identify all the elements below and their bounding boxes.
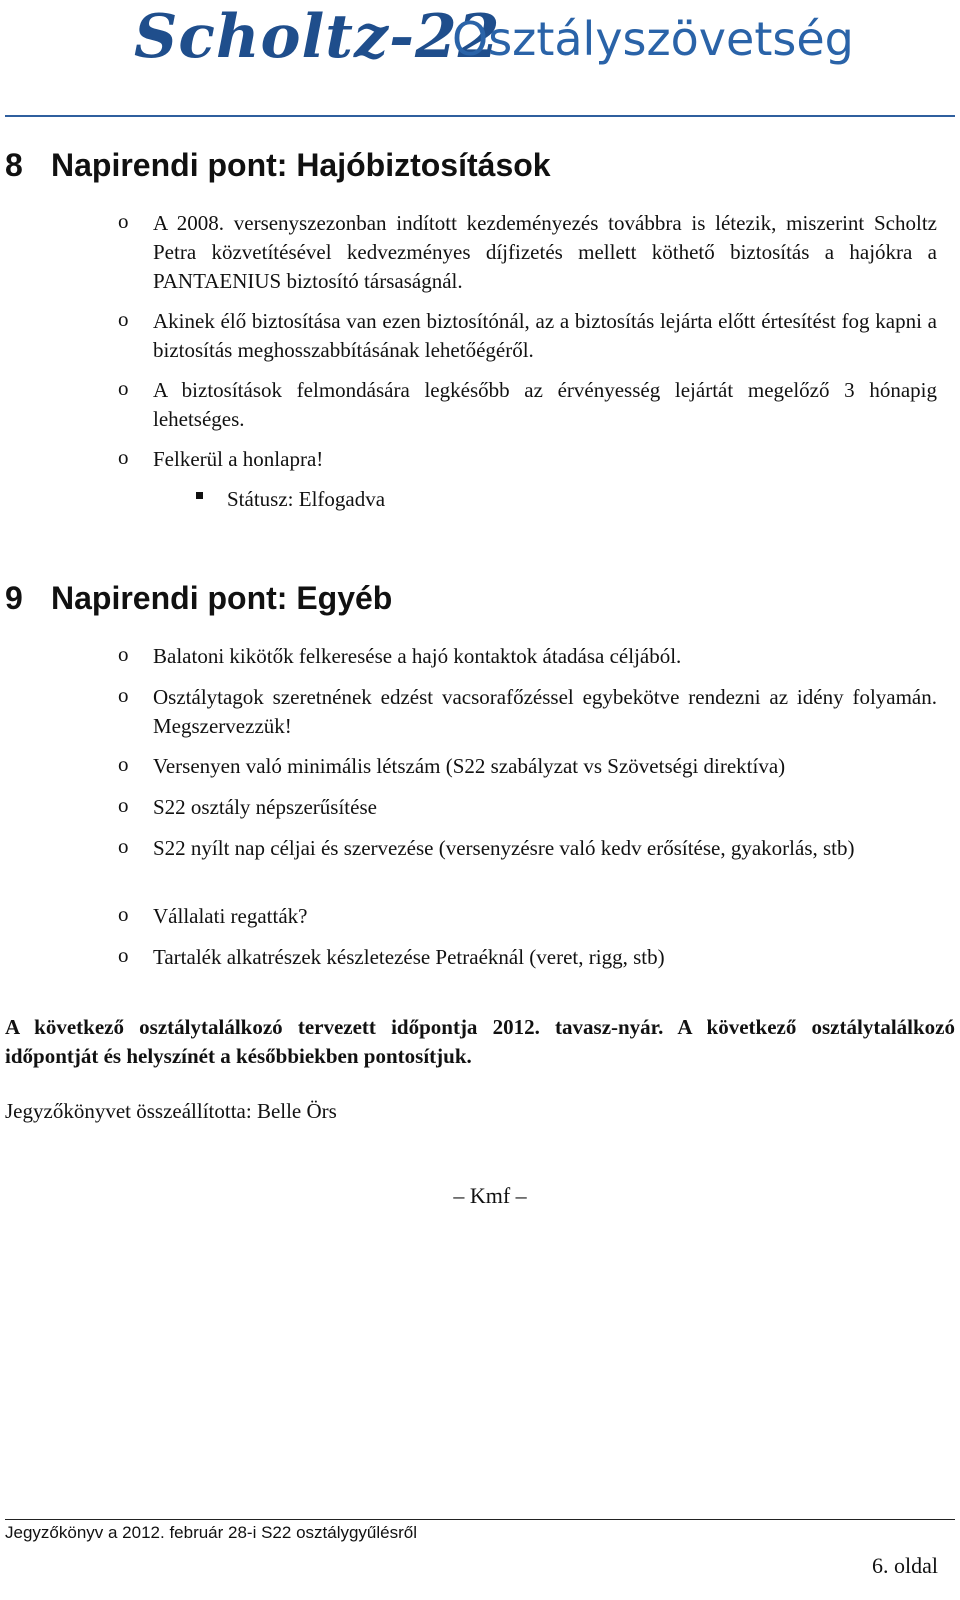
header-divider [5, 115, 955, 117]
list-item: Tartalék alkatrészek készletezése Petraéknál (veret, rigg, stb) [153, 945, 665, 969]
page-header [0, 0, 960, 118]
bullet-icon: o [118, 902, 129, 926]
bullet-icon: o [118, 307, 129, 331]
bullet-icon: o [118, 793, 129, 817]
footer-document-title: Jegyzőkönyv a 2012. február 28-i S22 osztálygyűlésről [5, 1523, 418, 1542]
list-item: Osztálytagok szeretnének edzést vacsorafőzéssel egybekötve rendezni az idény folyamán. Megszervezzük! [153, 685, 937, 738]
section-9-title: Napirendi pont: Egyéb [51, 580, 393, 616]
list-item: Vállalati regatták? [153, 904, 308, 928]
logo-osztalyszovetseg: Osztályszövetség [452, 12, 854, 66]
footer-divider [5, 1519, 955, 1520]
list-item: Versenyen való minimális létszám (S22 szabályzat vs Szövetségi direktíva) [153, 754, 786, 778]
status-text: Státusz: Elfogadva [227, 487, 386, 511]
bullet-icon: o [118, 642, 129, 666]
kmf-line: – Kmf – [453, 1183, 527, 1208]
bullet-icon: o [118, 376, 129, 400]
section-8-title: Napirendi pont: Hajóbiztosítások [51, 147, 551, 183]
list-item: Akinek élő biztosítása van ezen biztosítónál, az a biztosítás lejárta előtt értesítést fog kapni a biztosítás meghosszabbításának lehetőégéről. [153, 309, 937, 362]
list-item: Balatoni kikötők felkeresése a hajó kontaktok átadása céljából. [153, 644, 682, 668]
next-meeting-paragraph: A következő osztálytalálkozó tervezett időpontja 2012. tavasz-nyár. A következő osztálytalálkozó időpontját és helyszínét a későbbiekben pontosítjuk. [5, 1015, 955, 1068]
list-item: A 2008. versenyszezonban indított kezdeményezés továbbra is létezik, miszerint Scholtz Petra közvetítésével kedvezményes díjfizetés mellett köthető biztosítás a hajókra a PANTAENIUS biztosító társaságnál. [153, 211, 937, 293]
bullet-icon: o [118, 943, 129, 967]
section-8-number: 8 [5, 147, 23, 183]
section-8-heading [5, 147, 551, 184]
square-bullet-icon [196, 492, 203, 499]
list-item: S22 osztály népszerűsítése [153, 795, 377, 819]
logo-scholtz-22: Scholtz-22 [134, 2, 501, 72]
list-item: Felkerül a honlapra! [153, 447, 324, 471]
bullet-icon: o [118, 752, 129, 776]
list-item: A biztosítások felmondására legkésőbb az érvényesség lejártát megelőző 3 hónapig lehetséges. [153, 378, 937, 431]
bullet-icon: o [118, 834, 129, 858]
page-number: 6. oldal [872, 1553, 938, 1578]
bullet-icon: o [118, 209, 129, 233]
bullet-icon: o [118, 683, 129, 707]
section-9-number: 9 [5, 580, 23, 616]
list-item: S22 nyílt nap céljai és szervezése (versenyzésre való kedv erősítése, gyakorlás, stb) [153, 836, 855, 860]
section-9-heading [5, 580, 392, 617]
author-line: Jegyzőkönyvet összeállította: Belle Örs [5, 1099, 337, 1123]
bullet-icon: o [118, 445, 129, 469]
